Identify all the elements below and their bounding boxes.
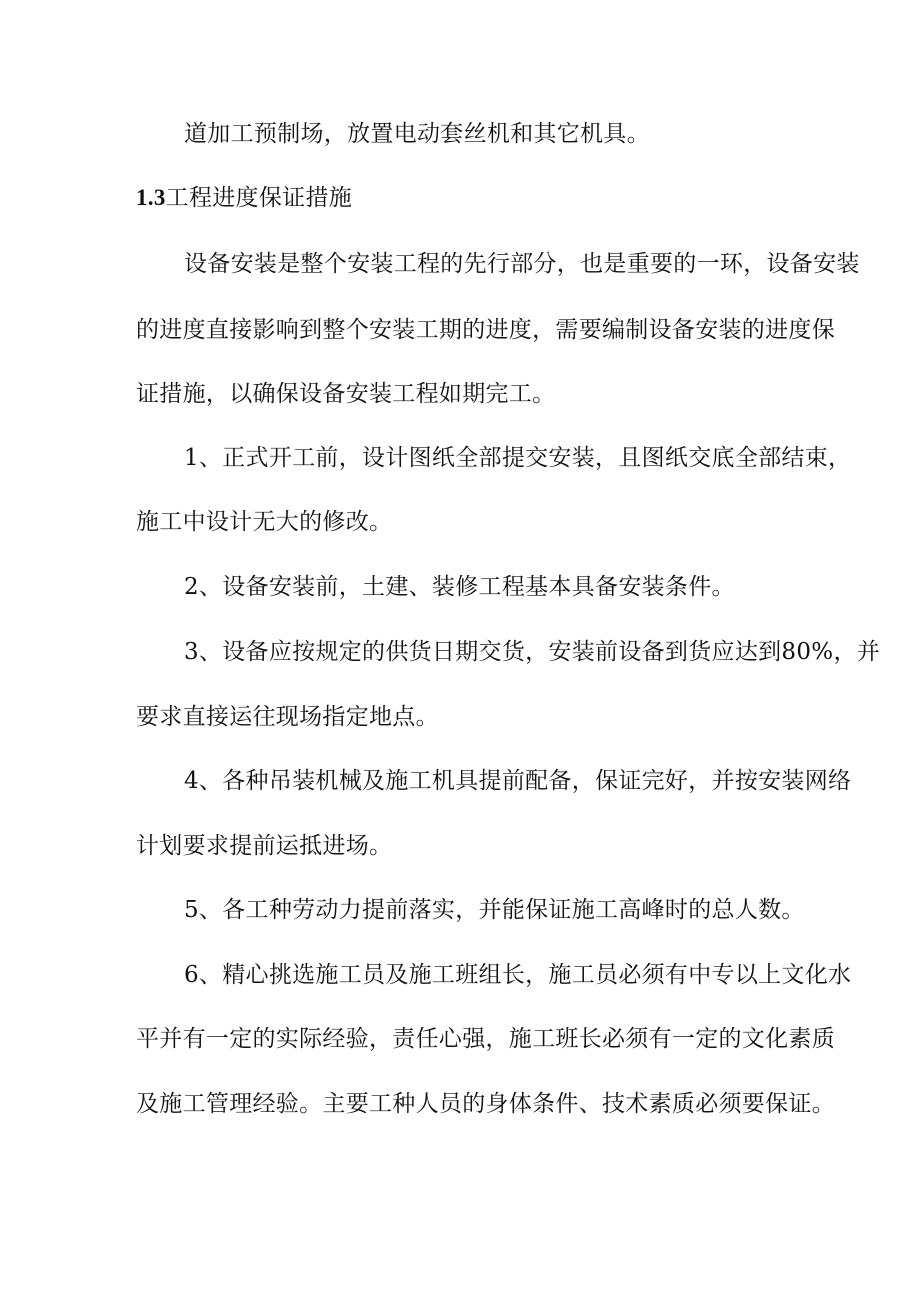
paragraph-line: 5、各工种劳动力提前落实，并能保证施工高峰时的总人数。 bbox=[184, 897, 805, 923]
section-number: 1.3 bbox=[136, 185, 166, 210]
paragraph-line: 的进度直接影响到整个安装工期的进度，需要编制设备安装的进度保 bbox=[136, 317, 835, 343]
paragraph-line: 要求直接运往现场指定地点。 bbox=[136, 704, 439, 730]
paragraph-line: 及施工管理经验。主要工种人员的身体条件、技术素质必须要保证。 bbox=[136, 1091, 835, 1117]
paragraph-line: 1、正式开工前，设计图纸全部提交安装，且图纸交底全部结束， bbox=[184, 445, 852, 471]
paragraph-line: 证措施，以确保设备安装工程如期完工。 bbox=[136, 381, 556, 407]
paragraph-line: 3、设备应按规定的供货日期交货，安装前设备到货应达到80%，并 bbox=[184, 639, 881, 665]
section-title: 工程进度保证措施 bbox=[165, 185, 353, 211]
paragraph-line: 4、各种吊装机械及施工机具提前配备，保证完好，并按安装网络 bbox=[184, 768, 852, 794]
section-heading bbox=[136, 183, 352, 213]
paragraph-line: 平并有一定的实际经验，责任心强，施工班长必须有一定的文化素质 bbox=[136, 1026, 835, 1052]
paragraph-line: 设备安装是整个安装工程的先行部分，也是重要的一环，设备安装 bbox=[184, 251, 860, 277]
paragraph-line: 计划要求提前运抵进场。 bbox=[136, 833, 393, 859]
intro-line: 道加工预制场，放置电动套丝机和其它机具。 bbox=[184, 121, 650, 147]
paragraph-line: 2、设备安装前，土建、装修工程基本具备安装条件。 bbox=[184, 574, 735, 600]
paragraph-line: 6、精心挑选施工员及施工班组长，施工员必须有中专以上文化水 bbox=[184, 962, 852, 988]
paragraph-line: 施工中设计无大的修改。 bbox=[136, 509, 393, 535]
